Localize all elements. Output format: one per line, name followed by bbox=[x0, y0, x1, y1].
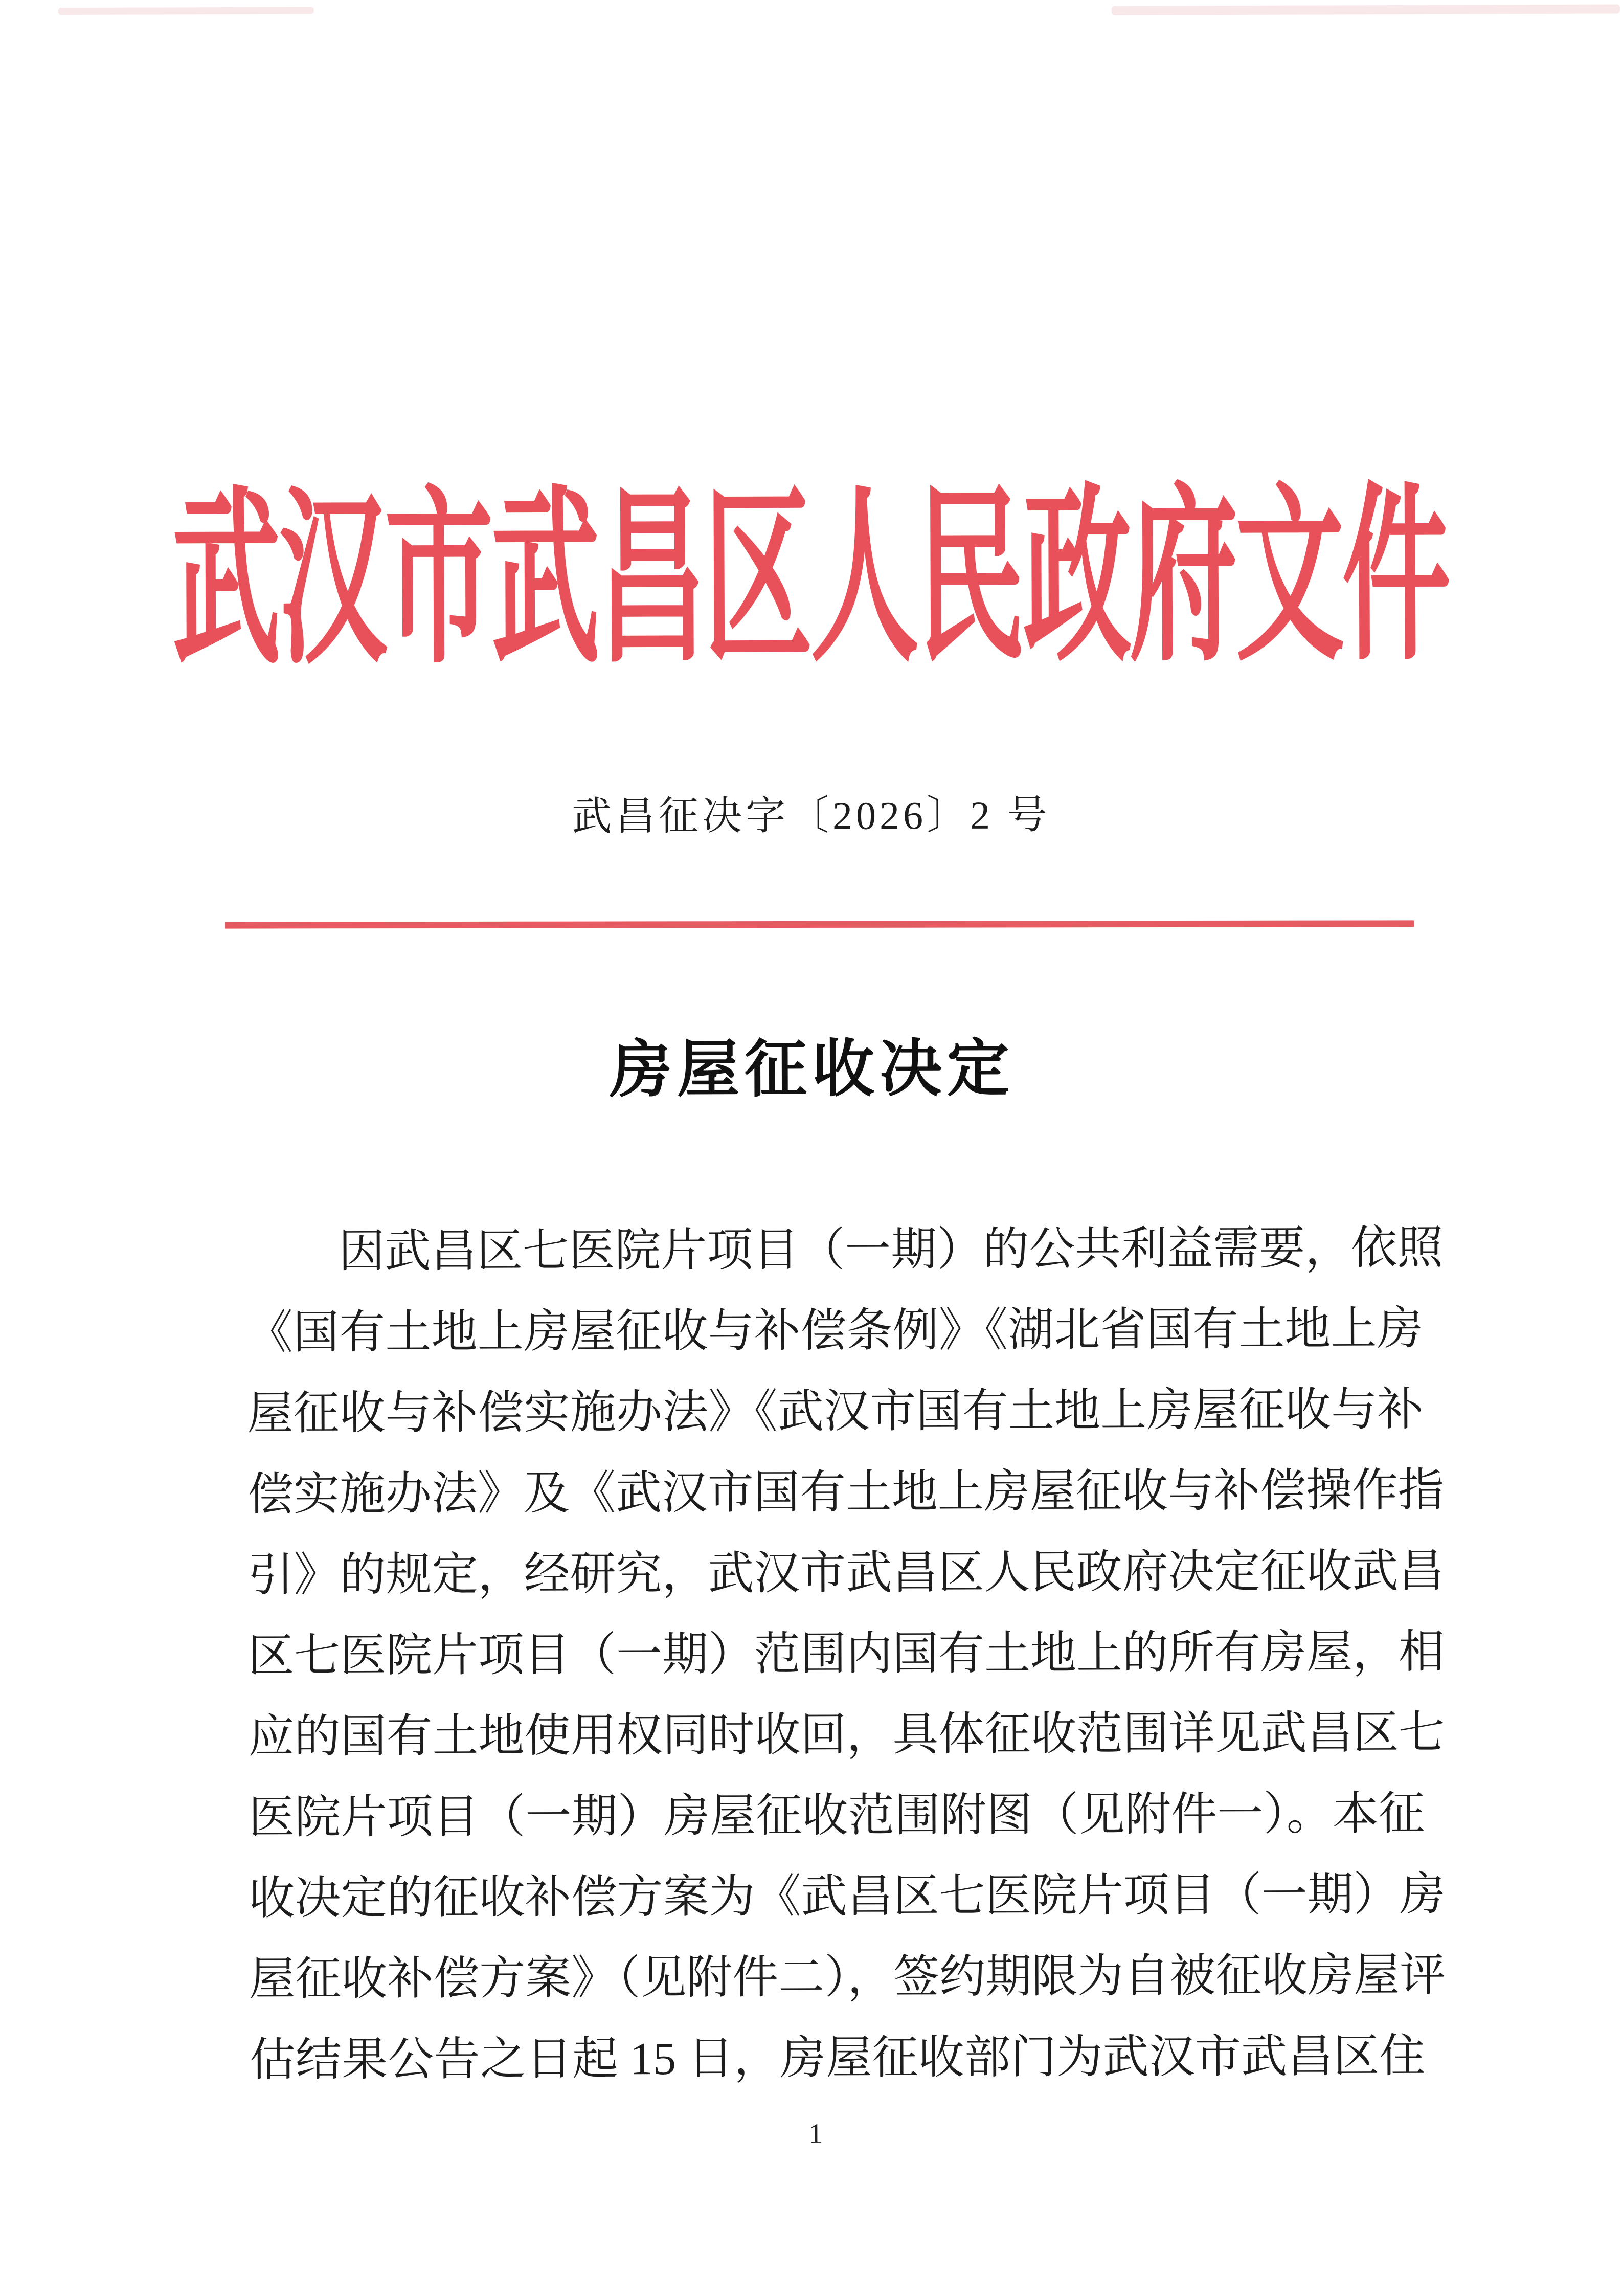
body-line: 因武昌区七医院片项目（一期）的公共利益需要，依照 bbox=[339, 1222, 1444, 1278]
body-line: 屋征收与补偿实施办法》《武汉市国有土地上房屋征收与补 bbox=[247, 1384, 1424, 1439]
body-line: 收决定的征收补偿方案为《武昌区七医院片项目（一期）房 bbox=[249, 1869, 1446, 1924]
body-line: 区七医院片项目（一期）范围内国有土地上的所有房屋，相 bbox=[247, 1626, 1445, 1682]
body-line: 《国有土地上房屋征收与补偿条例》《湖北省国有土地上房 bbox=[246, 1303, 1423, 1358]
agency-header-title: 武汉市武昌区人民政府文件 bbox=[171, 472, 1449, 687]
body-line: 估结果公告之日起 15 日，房屋征收部门为武汉市武昌区住 bbox=[249, 2031, 1426, 2086]
document-title: 房屋征收决定 bbox=[609, 1034, 1015, 1105]
body-line: 屋征收补偿方案》（见附件二），签约期限为自被征收房屋评 bbox=[249, 1950, 1446, 2005]
body-line: 医院片项目（一期）房屋征收范围附图（见附件一）。本征 bbox=[248, 1788, 1425, 1843]
scan-artifact-top-left bbox=[58, 7, 314, 15]
body-line: 应的国有土地使用权同时收回，具体征收范围详见武昌区七 bbox=[248, 1707, 1445, 1763]
page-number: 1 bbox=[808, 2117, 823, 2149]
scan-artifact-top-right bbox=[1112, 4, 1620, 15]
document-body bbox=[246, 1208, 1446, 2101]
document-number: 武昌征决字〔2026〕2 号 bbox=[571, 792, 1051, 839]
red-separator-line bbox=[225, 920, 1414, 928]
body-line: 引》的规定，经研究，武汉市武昌区人民政府决定征收武昌 bbox=[247, 1546, 1445, 1601]
body-line: 偿实施办法》及《武汉市国有土地上房屋征收与补偿操作指 bbox=[247, 1465, 1445, 1520]
